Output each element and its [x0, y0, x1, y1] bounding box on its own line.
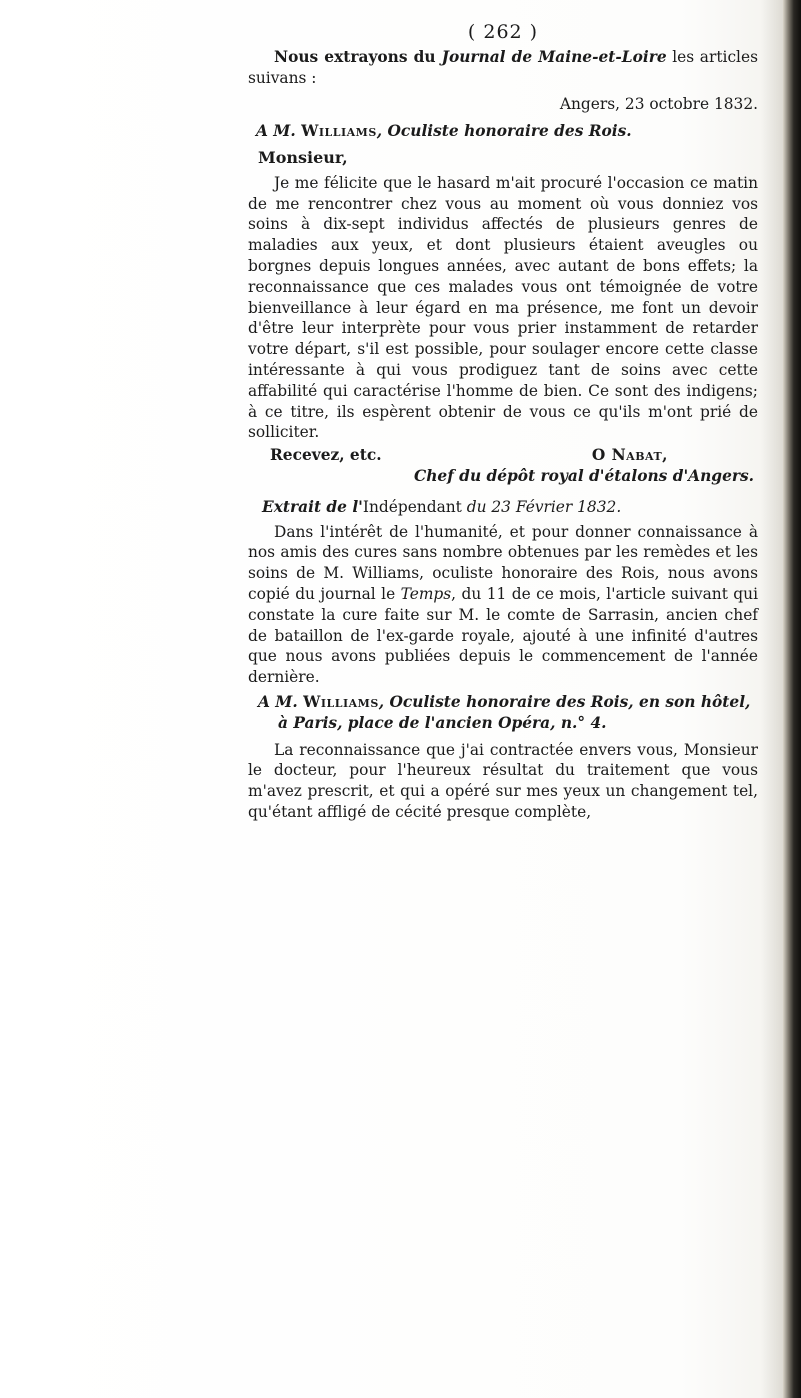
temps-title: Temps — [400, 584, 452, 603]
letter2-address: à Paris, place de l'ancien Opéra, n.° 4. — [278, 713, 607, 732]
recipient2-name: Williams — [303, 692, 379, 711]
letter2-body: La reconnaissance que j'ai contractée envers vous, Monsieur le docteur, pour l'heureux résultat du traitement que vous m'avez prescrit, et qui a opéré sur mes yeux un changement tel, qu'étant affligé de cécité presque complète, — [248, 740, 758, 821]
extract-source: Indépendant — [362, 497, 462, 516]
letter-recipient: A M. Williams, Oculiste honoraire des Rois. — [256, 122, 632, 141]
signer-role: Chef du dépôt royal d'étalons d'Angers. — [413, 466, 754, 485]
signature: O Nabat, — [591, 446, 668, 465]
letter-body: Je me félicite que le hasard m'ait procuré l'occasion ce matin de me rencontrer chez vous au moment où vous donniez vos soins à dix-sept individus affectés de plusieurs genres de maladies aux yeux, et dont plusieurs étaient aveugles ou borgnes depuis longues années, avec autant de bons effets; la reconnaissance que ces malades vous ont témoignée de votre bienveillance à leur égard en ma présence, me font un devoir d'être leur interprète pour vous prier instamment de retarder votre départ, s'il est possible, pour soulager encore cette classe intéressante à qui vous prodiguez tant de soins avec cette affabilité qui caractérise l'homme de bien. Ce sont des indigens; à ce titre, ils espèrent obtenir de vous ce qu'ils m'ont prié de solliciter. — [248, 173, 758, 442]
letter2-recipient: A M. Williams, Oculiste honoraire des Rois, en son hôtel, — [258, 692, 751, 711]
letter-place-date: Angers, 23 octobre 1832. — [559, 95, 758, 114]
recipient-name: Williams — [301, 122, 377, 141]
paragraph-cure: Dans l'intérêt de l'humanité, et pour donner connaissance à nos amis des cures sans nombre obtenues par les remèdes et les soins de M. Williams, oculiste honoraire des Rois, nous avons copié du journal le Temps, du 11 de ce mois, l'article suivant qui constate la cure faite sur M. le comte de Sarrasin, ancien chef de bataillon de l'ex-garde royale, ajouté à une infinité d'autres que nous avons publiées depuis le commencement de l'année dernière. — [248, 522, 758, 687]
book-binding — [783, 0, 801, 1398]
intro-paragraph: Nous extrayons du Journal de Maine-et-Loire les articles suivans : — [248, 47, 758, 87]
page-text — [248, 22, 758, 823]
extract-heading: Extrait de l'Indépendant du 23 Février 1832. — [262, 497, 622, 516]
page-number: ( 262 ) — [467, 21, 539, 43]
journal-title: Journal de Maine-et-Loire — [441, 47, 667, 66]
salutation: Monsieur, — [258, 147, 348, 167]
closing: Recevez, etc. — [270, 446, 382, 465]
binding-shadow — [761, 0, 783, 1398]
closing-signature — [248, 445, 758, 466]
